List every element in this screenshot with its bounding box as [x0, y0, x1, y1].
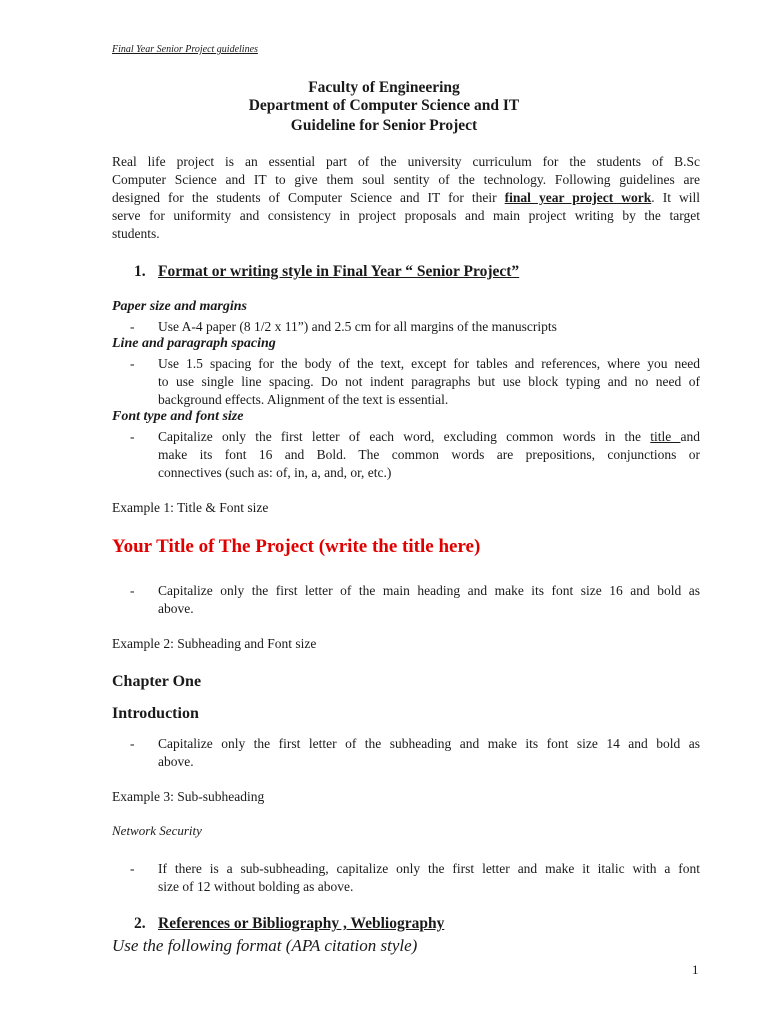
bullet-body — [158, 735, 700, 771]
bullet-line: above. — [158, 754, 194, 769]
bullet-dash: - — [130, 429, 135, 444]
intro-line: Computer Science and IT to give them soul sentity of the technology. Following guidelines are — [112, 172, 700, 187]
example-3-label: Example 3: Sub-subheading — [112, 789, 265, 804]
section-number: 2. — [134, 915, 146, 932]
font-type-heading: Font type and font size — [112, 409, 244, 424]
bullet-dash: - — [130, 319, 135, 334]
bullet-line — [158, 428, 700, 446]
bullet-line: Capitalize only the first letter of the main heading and make its font size 16 and bold as — [158, 583, 700, 598]
intro-line: students. — [112, 226, 160, 241]
example-red-title: Your Title of The Project (write the title here) — [112, 536, 481, 557]
example-1-label: Example 1: Title & Font size — [112, 500, 269, 515]
bullet-body — [158, 318, 700, 336]
title-underlined-word: title — [650, 429, 681, 444]
intro-text: . It will — [651, 190, 700, 205]
bullet-line: Use 1.5 spacing for the body of the text, except for tables and references, where you need — [158, 356, 700, 371]
bullet-body — [158, 428, 700, 482]
bullet-body — [158, 860, 700, 896]
bullet-dash: - — [130, 356, 135, 371]
bullet-line: size of 12 without bolding as above. — [158, 879, 354, 894]
bullet-line: above. — [158, 601, 194, 616]
section-number: 1. — [134, 263, 146, 280]
apa-format-line: Use the following format (APA citation style) — [112, 936, 418, 955]
example-2-label: Example 2: Subheading and Font size — [112, 636, 317, 651]
faculty-title: Faculty of Engineering — [308, 79, 460, 96]
bullet-line: Capitalize only the first letter of the subheading and make its font size 14 and bold as — [158, 736, 700, 751]
section-title: References or Bibliography , Webliography — [158, 915, 445, 932]
intro-text: designed for the students of Computer Science and IT for their — [112, 190, 505, 205]
department-title: Department of Computer Science and IT — [248, 97, 520, 114]
paper-size-heading: Paper size and margins — [112, 299, 247, 314]
intro-line: serve for uniformity and consistency in project proposals and main project writing by the target — [112, 208, 700, 223]
bullet-body — [158, 355, 700, 409]
bullet-line: Use A-4 paper (8 1/2 x 11”) and 2.5 cm for all margins of the manuscripts — [158, 319, 557, 334]
section-heading-2 — [134, 915, 444, 933]
running-header: Final Year Senior Project guidelines — [112, 44, 258, 55]
section-title: Format or writing style in Final Year “ Senior Project” — [158, 263, 520, 280]
intro-paragraph — [112, 153, 700, 243]
example-italic-subheading: Network Security — [112, 823, 202, 838]
page-number: 1 — [692, 962, 699, 977]
bullet-line: to use single line spacing. Do not indent paragraphs but use block typing and no need of — [158, 374, 700, 389]
line-spacing-heading: Line and paragraph spacing — [112, 336, 276, 351]
bullet-dash: - — [130, 583, 135, 598]
guideline-title: Guideline for Senior Project — [290, 117, 478, 134]
final-year-project-emphasis: final year project work — [504, 190, 652, 205]
bullet-line: connectives (such as: of, in, a, and, or, etc.) — [158, 465, 392, 480]
bullet-line: background effects. Alignment of the text is essential. — [158, 392, 449, 407]
section-heading-1 — [134, 263, 519, 281]
bullet-line: make its font 16 and Bold. The common words are prepositions, conjunctions or — [158, 447, 700, 462]
example-introduction-heading: Introduction — [112, 705, 199, 722]
bullet-dash: - — [130, 736, 135, 751]
intro-line: Real life project is an essential part of the university curriculum for the students of B.Sc — [112, 154, 700, 169]
example-chapter-heading: Chapter One — [112, 673, 202, 690]
bullet-dash: - — [130, 861, 135, 876]
intro-line — [112, 189, 700, 207]
bullet-body — [158, 582, 700, 618]
bullet-line: If there is a sub-subheading, capitalize only the first letter and make it italic with a font — [158, 861, 700, 876]
bullet-text: and — [680, 429, 700, 444]
bullet-text: Capitalize only the first letter of each word, excluding common words in the — [158, 429, 651, 444]
